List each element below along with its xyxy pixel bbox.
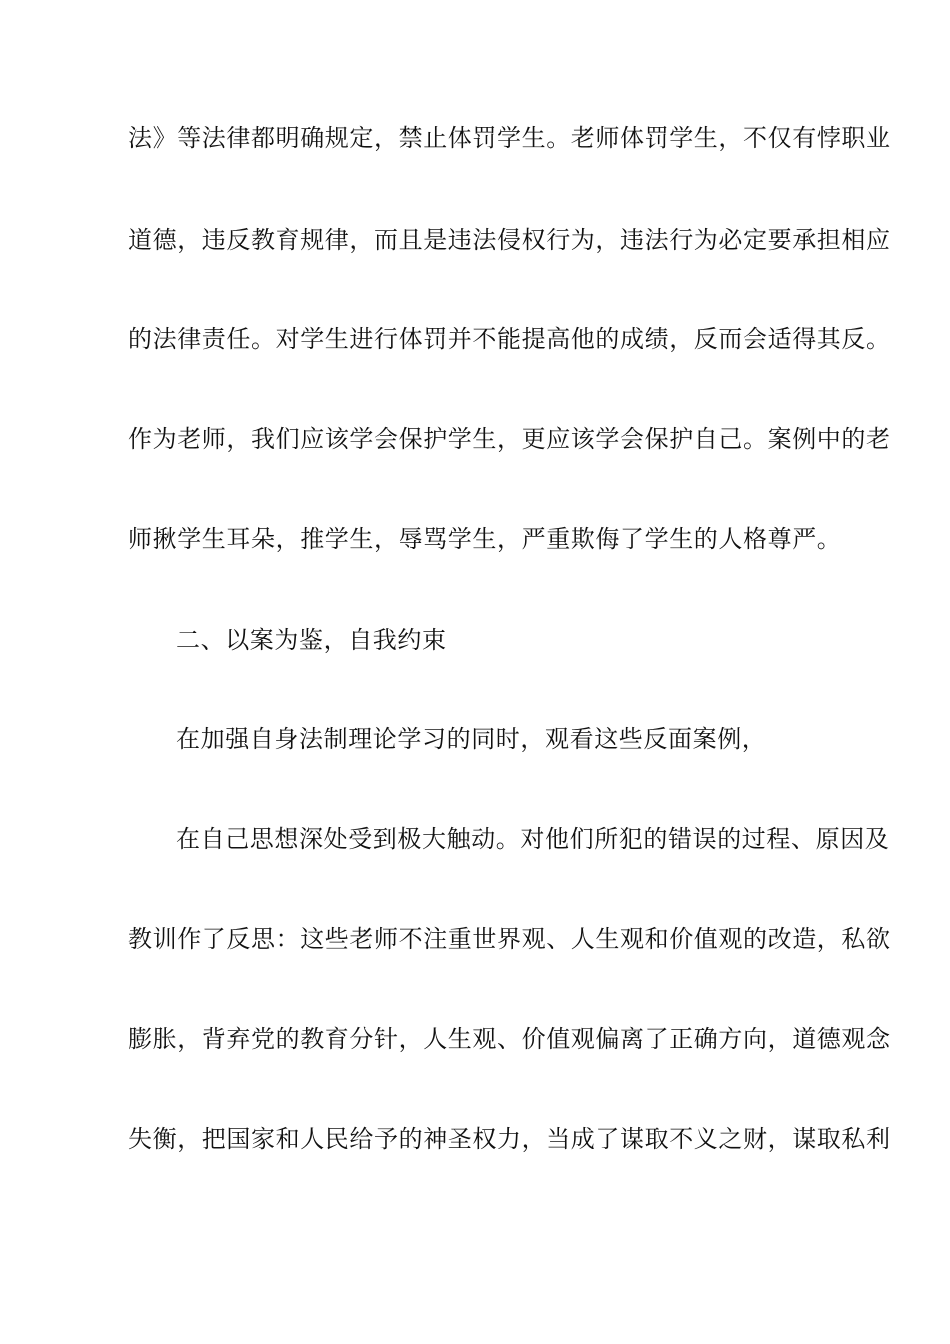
paragraph-line: 在自己思想深处受到极大触动。对他们所犯的错误的过程、原因及 (176, 825, 890, 853)
paragraph-line: 教训作了反思：这些老师不注重世界观、人生观和价值观的改造，私欲 (128, 925, 891, 953)
paragraph-line: 法》等法律都明确规定，禁止体罚学生。老师体罚学生，不仅有悖职业 (128, 124, 891, 152)
paragraph-line: 作为老师，我们应该学会保护学生，更应该学会保护自己。案例中的老 (128, 425, 891, 453)
paragraph-line: 师揪学生耳朵，推学生，辱骂学生，严重欺侮了学生的人格尊严。 (128, 525, 842, 553)
paragraph-line: 失衡，把国家和人民给予的神圣权力，当成了谋取不义之财，谋取私利 (128, 1125, 891, 1153)
paragraph-line: 道德，违反教育规律，而且是违法侵权行为，违法行为必定要承担相应 (128, 226, 891, 254)
section-heading: 二、以案为鉴，自我约束 (176, 626, 447, 654)
paragraph-line: 的法律责任。对学生进行体罚并不能提高他的成绩，反而会适得其反。 (128, 325, 891, 353)
paragraph-line: 在加强自身法制理论学习的同时，观看这些反面案例， (176, 725, 767, 753)
paragraph-line: 膨胀，背弃党的教育分针，人生观、价值观偏离了正确方向，道德观念 (128, 1025, 891, 1053)
